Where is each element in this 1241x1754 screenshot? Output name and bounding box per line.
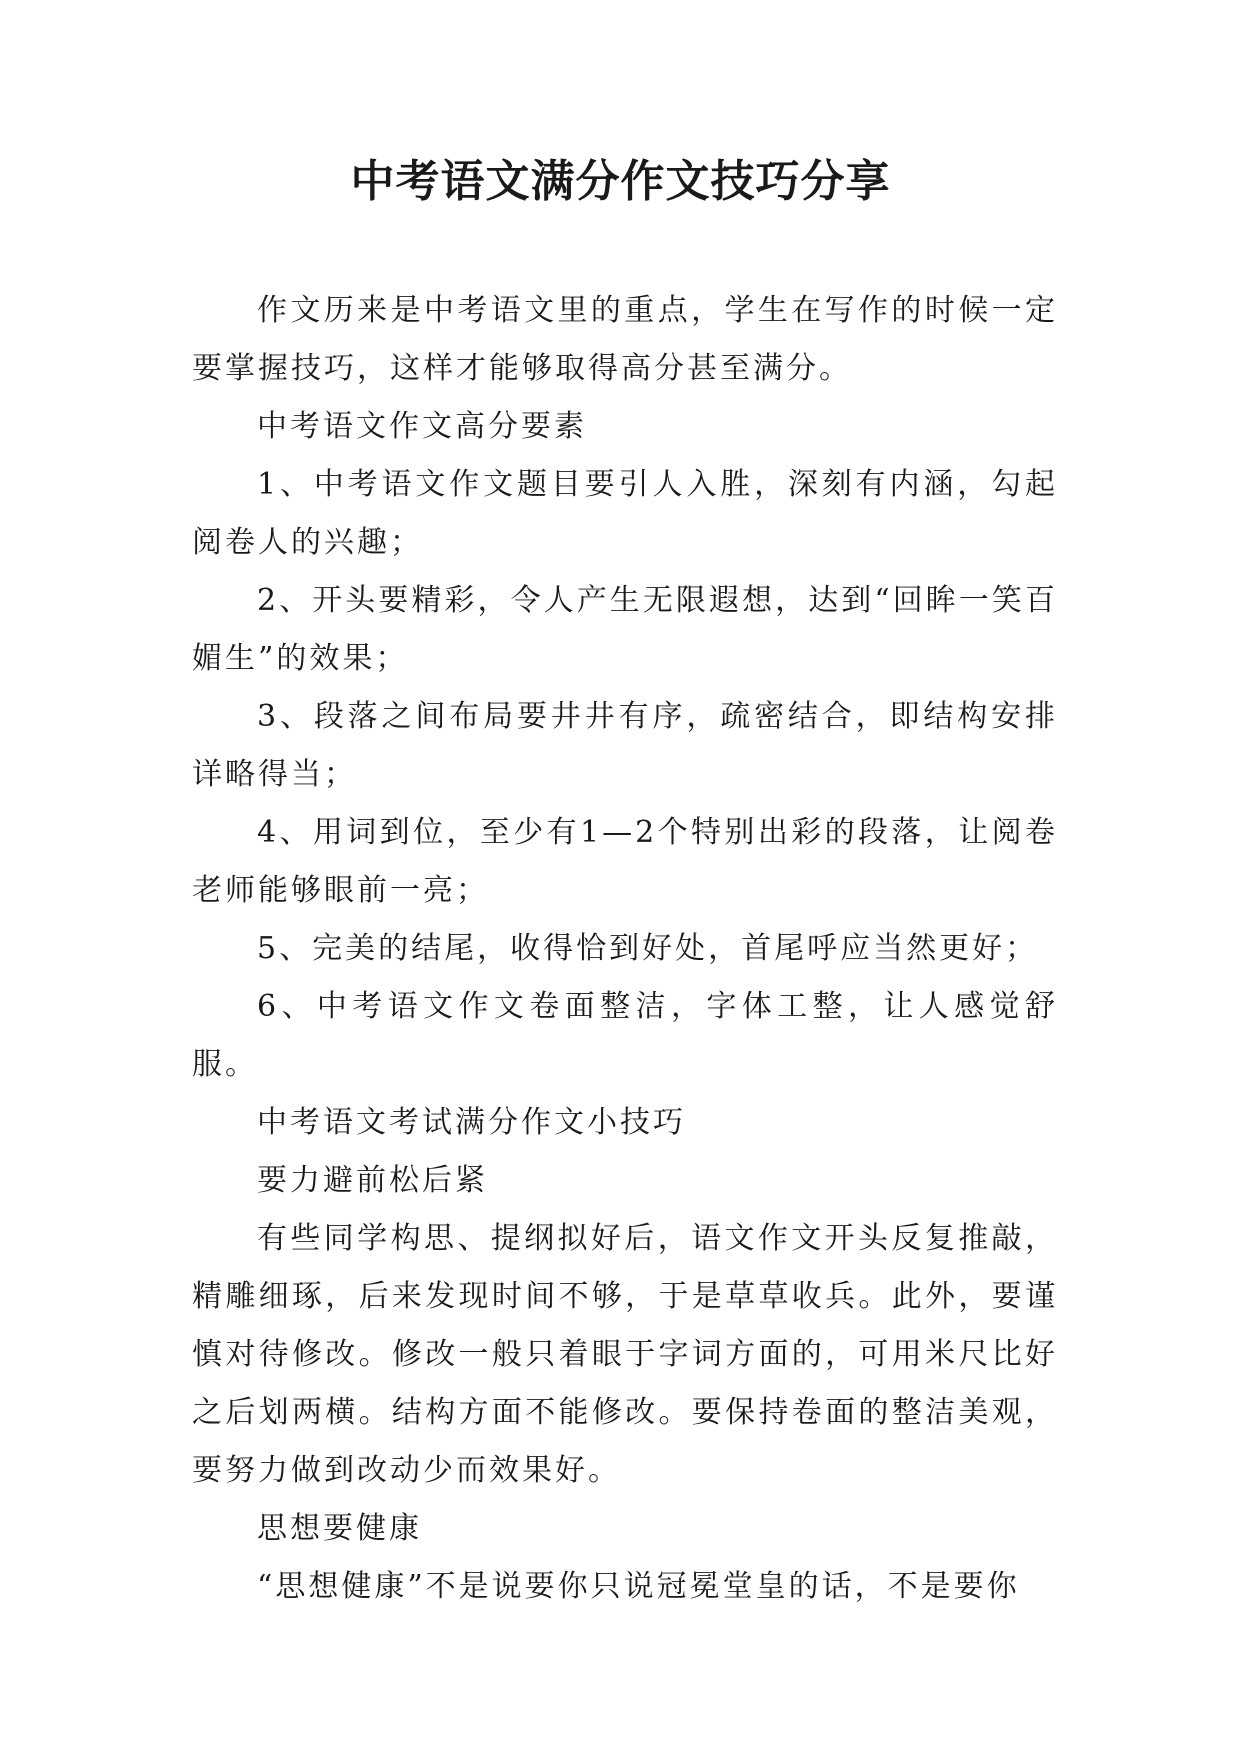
subheading-avoid: 要力避前松后紧 [257, 1163, 488, 1198]
list-item-6: 6、中考语文作文卷面整洁，字体工整，让人感觉舒服。 [192, 989, 1058, 1082]
list-item-1: 1、中考语文作文题目要引人入胜，深刻有内涵，勾起阅卷人的兴趣； [192, 467, 1058, 560]
list-item-5: 5、完美的结尾，收得恰到好处，首尾呼应当然更好； [257, 931, 1039, 966]
list-item-3: 3、段落之间布局要井井有序，疏密结合，即结构安排详略得当； [192, 699, 1058, 792]
heading-tips: 中考语文考试满分作文小技巧 [257, 1105, 686, 1140]
subheading-healthy: 思想要健康 [257, 1511, 422, 1546]
paragraph-healthy: “思想健康”不是说要你只说冠冕堂皇的话，不是要你 [257, 1569, 1020, 1604]
list-item-2: 2、开头要精彩，令人产生无限遐想，达到“回眸一笑百媚生”的效果； [192, 583, 1058, 676]
document-title: 中考语文满分作文技巧分享 [350, 156, 891, 207]
heading-key-elements: 中考语文作文高分要素 [257, 409, 587, 444]
paragraph-intro: 作文历来是中考语文里的重点，学生在写作的时候一定要掌握技巧，这样才能够取得高分甚至满分。 [192, 293, 1058, 386]
paragraph-avoid: 有些同学构思、提纲拟好后，语文作文开头反复推敲，精雕细琢，后来发现时间不够，于是草草收兵。此外，要谨慎对待修改。修改一般只着眼于字词方面的，可用米尺比好之后划两横。结构方面不能修改。要保持卷面的整洁美观，要努力做到改动少而效果好。 [192, 1221, 1058, 1488]
list-item-4: 4、用词到位，至少有1—2个特别出彩的段落，让阅卷老师能够眼前一亮； [192, 815, 1058, 908]
document-body [192, 282, 1058, 1616]
